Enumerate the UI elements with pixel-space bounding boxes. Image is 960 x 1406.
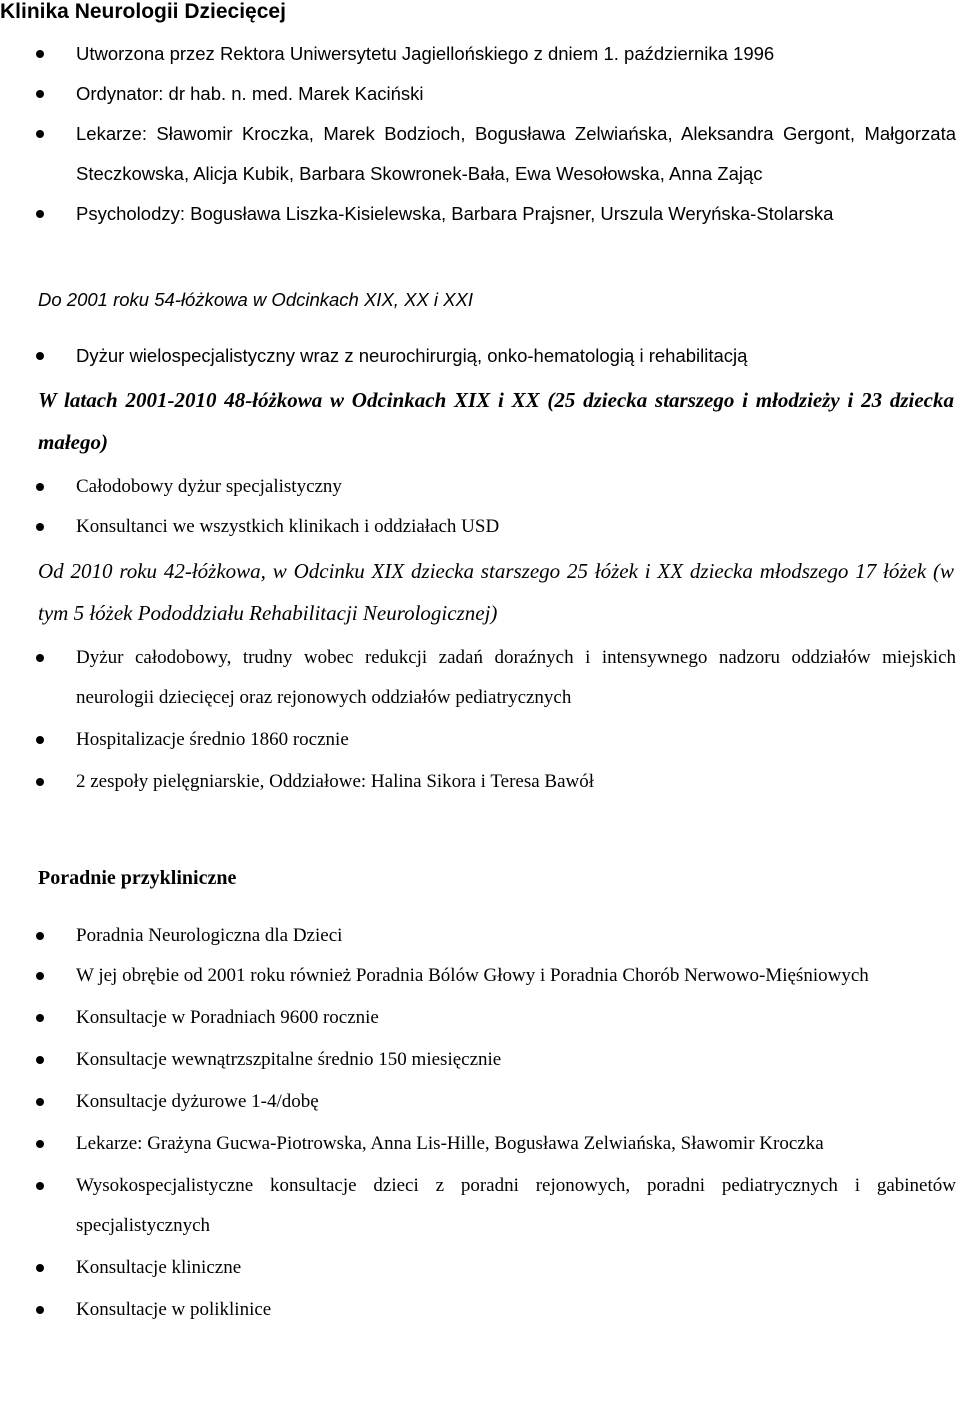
bullet-icon bbox=[36, 972, 44, 980]
list-item: W jej obrębie od 2001 roku również Poradnia Bólów Głowy i Poradnia Chorób Nerwowo-Mięśniowych bbox=[0, 956, 960, 996]
bullet-icon bbox=[36, 1182, 44, 1190]
bullet-icon bbox=[36, 1014, 44, 1022]
bullet-icon bbox=[36, 523, 44, 531]
bullet-icon bbox=[36, 483, 44, 491]
list-item: 2 zespoły pielęgniarskie, Oddziałowe: Halina Sikora i Teresa Bawół bbox=[0, 762, 960, 802]
section-heading-clinics: Poradnie przykliniczne bbox=[38, 867, 237, 889]
list-item: Poradnia Neurologiczna dla Dzieci bbox=[0, 916, 960, 956]
list-item: Konsultanci we wszystkich klinikach i oddziałach USD bbox=[0, 507, 960, 547]
bullet-icon bbox=[36, 778, 44, 786]
period-heading-3: Od 2010 roku 42-łóżkowa, w Odcinku XIX dziecka starszego 25 łóżek i XX dziecka młodszego 17 łóżek (w tym 5 łóżek Pododdziału Rehabilitacji Neurologicznej) bbox=[38, 559, 954, 625]
bullet-icon bbox=[36, 1056, 44, 1064]
list-item: Konsultacje dyżurowe 1-4/dobę bbox=[0, 1082, 960, 1122]
list-item: Konsultacje w Poradniach 9600 rocznie bbox=[0, 998, 960, 1038]
bullet-icon bbox=[36, 50, 44, 58]
list-item: Całodobowy dyżur specjalistyczny bbox=[0, 467, 960, 507]
period-3-list bbox=[0, 638, 960, 802]
list-item: Konsultacje w poliklinice bbox=[0, 1290, 960, 1330]
list-item: Konsultacje kliniczne bbox=[0, 1248, 960, 1288]
period-2-list bbox=[0, 467, 960, 547]
bullet-icon bbox=[36, 932, 44, 940]
bullet-icon bbox=[36, 1306, 44, 1314]
period-1-list bbox=[0, 336, 960, 376]
list-item: Ordynator: dr hab. n. med. Marek Kaciński bbox=[0, 74, 960, 114]
bullet-icon bbox=[36, 90, 44, 98]
page-title: Klinika Neurologii Dziecięcej bbox=[0, 0, 286, 23]
list-item: Utworzona przez Rektora Uniwersytetu Jagiellońskiego z dniem 1. października 1996 bbox=[0, 34, 960, 74]
bullet-icon bbox=[36, 736, 44, 744]
bullet-icon bbox=[36, 1140, 44, 1148]
list-item: Hospitalizacje średnio 1860 rocznie bbox=[0, 720, 960, 760]
list-item: Dyżur całodobowy, trudny wobec redukcji zadań doraźnych i intensywnego nadzoru oddziałów miejskich neurologii dziecięcej oraz rejonowych oddziałów pediatrycznych bbox=[0, 638, 960, 718]
bullet-icon bbox=[36, 210, 44, 218]
bullet-icon bbox=[36, 654, 44, 662]
list-item: Psycholodzy: Bogusława Liszka-Kisielewska, Barbara Prajsner, Urszula Weryńska-Stolarska bbox=[0, 194, 960, 234]
list-item: Lekarze: Grażyna Gucwa-Piotrowska, Anna Lis-Hille, Bogusława Zelwiańska, Sławomir Kroczka bbox=[0, 1124, 960, 1164]
list-item: Konsultacje wewnątrzszpitalne średnio 150 miesięcznie bbox=[0, 1040, 960, 1080]
period-heading-2: W latach 2001-2010 48-łóżkowa w Odcinkach XIX i XX (25 dziecka starszego i młodzieży i 23 dziecka małego) bbox=[38, 388, 954, 454]
clinic-info-list bbox=[0, 34, 960, 234]
bullet-icon bbox=[36, 1098, 44, 1106]
clinics-list bbox=[0, 916, 960, 1330]
list-item: Wysokospecjalistyczne konsultacje dzieci z poradni rejonowych, poradni pediatrycznych i gabinetów specjalistycznych bbox=[0, 1166, 960, 1246]
list-item: Dyżur wielospecjalistyczny wraz z neurochirurgią, onko-hematologią i rehabilitacją bbox=[0, 336, 960, 376]
bullet-icon bbox=[36, 1264, 44, 1272]
period-heading-1: Do 2001 roku 54-łóżkowa w Odcinkach XIX, XX i XXI bbox=[38, 289, 473, 310]
bullet-icon bbox=[36, 352, 44, 360]
list-item: Lekarze: Sławomir Kroczka, Marek Bodzioch, Bogusława Zelwiańska, Aleksandra Gergont, Małgorzata Steczkowska, Alicja Kubik, Barbara Skowronek-Bała, Ewa Wesołowska, Anna Zając bbox=[0, 114, 960, 194]
bullet-icon bbox=[36, 130, 44, 138]
